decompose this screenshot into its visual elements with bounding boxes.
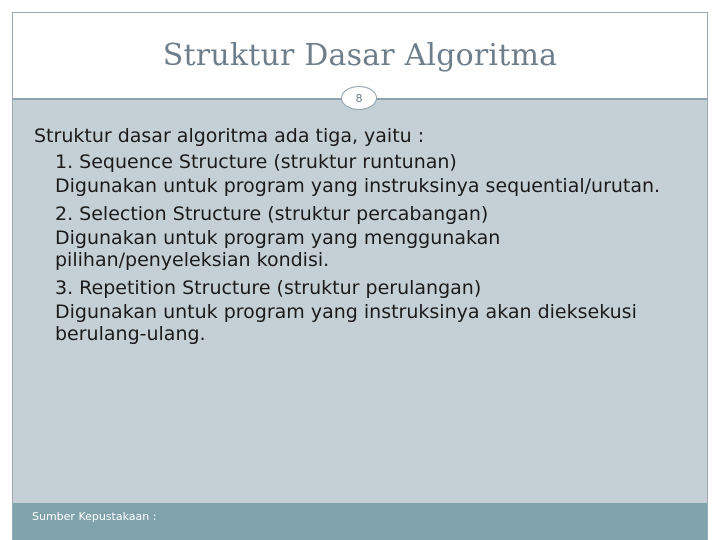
list-item-description: Digunakan untuk program yang instruksinya akan dieksekusi berulang-ulang. — [55, 301, 637, 345]
page-number-badge: 8 — [341, 86, 377, 110]
list-item-heading: 3. Repetition Structure (struktur perulangan) — [55, 277, 482, 299]
list-item-description: Digunakan untuk program yang instruksinya sequential/urutan. — [55, 175, 661, 197]
list-item-heading: 1. Sequence Structure (struktur runtunan) — [55, 151, 457, 173]
body-text — [34, 123, 694, 349]
slide-title: Struktur Dasar Algoritma — [162, 38, 558, 73]
list-item-description: Digunakan untuk program yang menggunakan pilihan/penyeleksian kondisi. — [55, 227, 501, 271]
intro-line: Struktur dasar algoritma ada tiga, yaitu : — [34, 125, 425, 147]
footer-source-label: Sumber Kepustakaan : — [32, 510, 157, 523]
list-item-heading: 2. Selection Structure (struktur percabangan) — [55, 203, 489, 225]
